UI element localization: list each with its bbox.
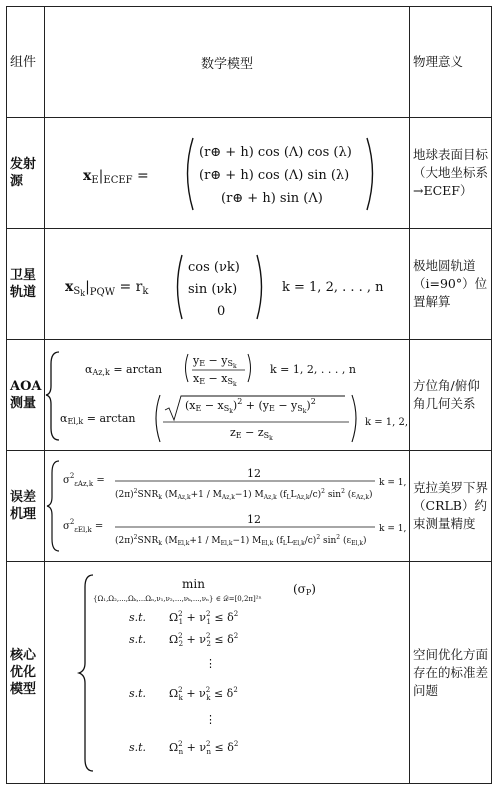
svg-text:xE − xSk: xE − xSk <box>193 372 237 388</box>
crlb-numerator-el: 12 <box>247 513 261 526</box>
table-header-row <box>7 7 492 118</box>
header-meaning: 物理意义 <box>410 7 492 118</box>
svg-text:xE|ECEF =: $x_E|_{ECEF}$ = <box>83 168 149 186</box>
meaning-cell: 地球表面目标（大地坐标系→ECEF） <box>410 118 492 229</box>
svg-text:(σP): (σP) <box>293 581 316 597</box>
formula-emitter <box>45 118 410 229</box>
table-row <box>7 340 492 451</box>
st-n: s.t. <box>129 740 147 754</box>
component-cell: 核心优化模型 <box>7 562 45 784</box>
svg-text:yE − ySk: yE − ySk <box>193 354 237 370</box>
svg-text:⋮: ⋮ <box>205 712 216 726</box>
meaning-cell: 空间优化方面存在的标准差问题 <box>410 562 492 784</box>
svg-text:Ω2n + ν2n ≤ δ2: $\Omega^2$ $n + \nu^2$ $n \le \delta^2$ <box>169 739 239 756</box>
header-component: 组件 <box>7 7 45 118</box>
svg-text:σ2εAz,k =: $\sigma^2_{\varepsilon Az,k}$ = <box>63 472 105 488</box>
orbit-line-3: 0 <box>217 304 226 319</box>
svg-text:σ2εEl,k =: $\sigma^2_{\varepsilon El,k}$ = <box>63 518 104 534</box>
opt-min: min <box>182 576 205 591</box>
meaning-cell: 方位角/俯仰角几何关系 <box>410 340 492 451</box>
svg-text:xSk|PQW = rk: $x_Sk|_{PQW} = r_k$ <box>65 279 149 298</box>
aoa-formula-graphic <box>45 340 410 450</box>
svg-text:αAz,k = arctan: αAz,k = arctan <box>85 363 163 377</box>
svg-text:k = 1, 2, . . . , n: k = 1, 2, . . . , n <box>270 363 356 376</box>
svg-text:zE − zSk: zE − zSk <box>230 426 273 442</box>
orbit-line-2: sin (νk) <box>188 282 238 297</box>
component-cell: 误差机理 <box>7 451 45 562</box>
svg-text:Ω21 + ν21 ≤ δ2: $\Omega^2$ $1 + \nu^2$ $1 \le \delta^2$ <box>169 609 239 626</box>
header-model: 数学模型 <box>45 7 410 118</box>
orbit-formula-graphic <box>45 229 410 339</box>
st-2: s.t. <box>129 632 147 646</box>
orbit-range: k = 1, 2, . . . , n <box>282 280 384 295</box>
emitter-line-1: (r⊕ + h) cos (Λ) cos (λ) <box>199 145 352 160</box>
orbit-line-1: cos (νk) <box>188 260 240 275</box>
meaning-cell: 克拉美罗下界（CRLB）约束测量精度 <box>410 451 492 562</box>
svg-text:(2π)2SNRk (MEl,k+1 / MEl,k−1): $(2\pi)^2SNR_k$ $(M_{El,k}+1 / M_{El,k}-1)$ $M_{El,k}$ $(f_LL_{El,k}/c)^2$ $\sin^2 (\varepsilon_{El,k})$ <box>115 534 367 547</box>
st-1: s.t. <box>129 610 147 624</box>
svg-text:k = 1,: k = 1, <box>379 478 407 488</box>
svg-text:⋮: ⋮ <box>205 656 216 670</box>
crlb-numerator-az: 12 <box>247 467 261 480</box>
model-table <box>6 6 492 784</box>
crlb-formula-graphic <box>45 451 410 561</box>
svg-text:Ω22 + ν22 ≤ δ2: $\Omega^2$ $2 + \nu^2$ $2 \le \delta^2$ <box>169 631 239 648</box>
optimization-formula-graphic <box>45 563 410 783</box>
table-row <box>7 118 492 229</box>
emitter-line-3: (r⊕ + h) sin (Λ) <box>221 191 323 206</box>
emitter-formula-graphic <box>45 118 410 228</box>
table-row <box>7 562 492 784</box>
component-cell: 发射源 <box>7 118 45 229</box>
formula-optimization <box>45 562 410 784</box>
table-row <box>7 451 492 562</box>
formula-aoa <box>45 340 410 451</box>
emitter-line-2: (r⊕ + h) cos (Λ) sin (λ) <box>199 168 350 183</box>
svg-text:{Ω₁,Ω₂,...,Ωₖ,...Ωₙ,ν₁,ν₂,...,: {Ω₁,Ω₂,...,Ωₖ,...Ωₙ,ν₁,ν₂,...,νₖ,...,νₙ} ∈ 𝒟=[0,2π]²ⁿ <box>93 594 262 603</box>
meaning-cell: 极地圆轨道（i=90°）位置解算 <box>410 229 492 340</box>
formula-orbit <box>45 229 410 340</box>
component-cell: AOA测量 <box>7 340 45 451</box>
st-k: s.t. <box>129 686 147 700</box>
svg-text:(2π)2SNRk (MAz,k+1 / MAz,k−1): $(2\pi)^2SNR_k$ $(M_{Az,k}+1 / M_{Az,k}-1)$ $M_{Az,k}$ $(f_LL_{Az,k}/c)^2$ $\sin^2 (\varepsilon_{Az,k})$ <box>115 488 373 501</box>
svg-text:Ω2k + ν2k ≤ δ2: $\Omega^2$ $k + \nu^2$ $k \le \delta^2$ <box>169 685 238 702</box>
svg-text:k = 1,: k = 1, <box>379 524 407 534</box>
component-cell: 卫星轨道 <box>7 229 45 340</box>
svg-text:αEl,k = arctan: αEl,k = arctan <box>60 412 136 426</box>
svg-text:k = 1, 2,: k = 1, 2, <box>365 417 409 428</box>
table-row <box>7 229 492 340</box>
svg-text:(xE − xSk)2 + (yE − ySk)2: (xE − xSk)$^2$ + (yE − ySk)$^2$ <box>185 397 316 415</box>
formula-crlb <box>45 451 410 562</box>
